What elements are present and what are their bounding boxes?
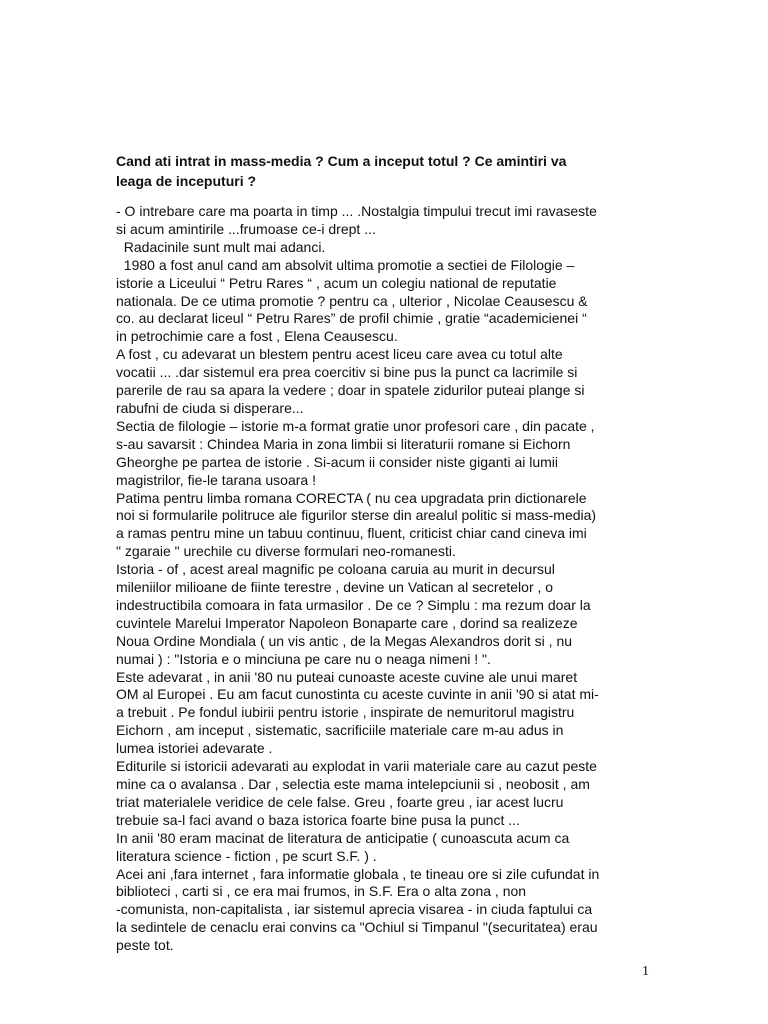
- body-text-line: nationala. De ce utima promotie ? pentru ca , ulterior , Nicolae Ceausescu &: [116, 292, 588, 309]
- body-text-line: la sedintele de cenaclu erai convins ca "Ochiul si Timpanul "(securitatea) erau: [116, 919, 598, 936]
- body-text-line: istorie a Liceului “ Petru Rares “ , acum un colegiu national de reputatie: [116, 274, 557, 291]
- body-text-line: Noua Ordine Mondiala ( un vis antic , de la Megas Alexandros dorit si , nu: [116, 632, 573, 649]
- body-text-line: in petrochimie care a fost , Elena Ceausescu.: [116, 328, 398, 345]
- body-text-line: literatura science - fiction , pe scurt S.F. ) .: [116, 847, 377, 864]
- heading-line: leaga de inceputuri ?: [116, 173, 257, 189]
- body-text-line: mine ca o avalansa . Dar , selectia este mama intelepciunii si , neobosit , am: [116, 776, 590, 792]
- body-text-line: A fost , cu adevarat un blestem pentru acest liceu care avea cu totul alte: [116, 346, 563, 363]
- body-text-line: parerile de rau sa apara la vedere ; doar in spatele zidurilor puteai plange si: [116, 382, 585, 399]
- body-text-line: rabufni de ciuda si disperare...: [116, 399, 304, 416]
- body-text-line: - O intrebare care ma poarta in timp ... .Nostalgia timpului trecut imi ravaseste: [116, 203, 597, 219]
- body-text-line: In anii '80 eram macinat de literatura de anticipatie ( cunoascuta acum ca: [116, 829, 570, 846]
- document-content: [116, 151, 656, 955]
- body-text-line: Patima pentru limba romana CORECTA ( nu cea upgradata prin dictionarele: [116, 489, 587, 506]
- body-text-line: s-au savarsit : Chindea Maria in zona limbii si literaturii romane si Eichorn: [116, 435, 571, 452]
- body-text-line: " zgaraie " urechile cu diverse formulari neo-romanesti.: [116, 543, 456, 560]
- body-text-line: Istoria - of , acest areal magnific pe coloana caruia au murit in decursul: [116, 561, 555, 578]
- body-text-line: Sectia de filologie – istorie m-a format gratie unor profesori care , din pacate ,: [116, 417, 595, 434]
- body-text-line: Radacinile sunt mult mai adanci.: [116, 238, 326, 255]
- body-text-line: mileniilor milioane de fiinte terestre , devine un Vatican al secretelor , o: [116, 579, 554, 596]
- body-text-line: co. au declarat liceul “ Petru Rares” de profil chimie , gratie “academicienei “: [116, 310, 587, 327]
- body-text-line: cuvintele Marelui Imperator Napoleon Bonaparte care , dorind sa realizeze: [116, 614, 578, 631]
- body-text-line: indestructibila comoara in fata urmasilor . De ce ? Simplu : ma rezum doar la: [116, 596, 591, 613]
- body-text-line: a ramas pentru mine un tabuu continuu, fluent, criticist chiar cand cineva imi: [116, 525, 587, 542]
- body-text-line: noi si formularile politruce ale figurilor sterse din arealul politic si mass-media): [116, 507, 597, 524]
- body-text-line: -comunista, non-capitalista , iar sistemul aprecia visarea - in ciuda faptului ca: [116, 901, 593, 918]
- body-text-line: biblioteci , carti si , ce era mai frumos, in S.F. Era o alta zona , non: [116, 883, 527, 900]
- body-text-line: vocatii ... .dar sistemul era prea coercitiv si bine pus la punct ca lacrimile si: [116, 364, 578, 381]
- body-text-line: Acei ani ,fara internet , fara informatie globala , te tineau ore si zile cufundat in: [116, 865, 600, 882]
- body-text-line: si acum amintirile ...frumoase ce-i drept ...: [116, 220, 376, 237]
- body-text-line: Gheorghe pe partea de istorie . Si-acum ii consider niste giganti ai lumii: [116, 453, 559, 470]
- body-text-line: lumea istoriei adevarate .: [116, 740, 273, 757]
- heading-line: Cand ati intrat in mass-media ? Cum a inceput totul ? Ce amintiri va: [116, 153, 567, 169]
- body-text-line: magistrilor, fie-le tarana usoara !: [116, 471, 316, 488]
- body-text-line: triat materialele veridice de cele false. Greu , foarte greu , iar acest lucru: [116, 793, 564, 810]
- body-text-line: a trebuit . Pe fondul iubirii pentru istorie , inspirate de nemuritorul magistru: [116, 704, 575, 721]
- body-text-line: Este adevarat , in anii '80 nu puteai cunoaste aceste cuvine ale unui maret: [116, 668, 578, 685]
- body-text-line: Editurile si istoricii adevarati au explodat in varii materiale care au cazut peste: [116, 758, 597, 775]
- body-text-line: 1980 a fost anul cand am absolvit ultima promotie a sectiei de Filologie –: [116, 256, 575, 273]
- page-number: 1: [642, 964, 649, 979]
- body-text-line: Eichorn , am inceput , sistematic, sacrificiile materiale care m-au adus in: [116, 722, 564, 739]
- body-text-line: OM al Europei . Eu am facut cunostinta cu aceste cuvinte in anii '90 si atat mi-: [116, 686, 599, 703]
- body-text-line: numai ) : "Istoria e o minciuna pe care nu o neaga nimeni ! ".: [116, 650, 491, 667]
- interview-question-heading: [116, 151, 656, 191]
- body-text-line: peste tot.: [116, 937, 174, 954]
- body-text-line: trebuie sa-l faci avand o baza istorica foarte bine pusa la punct ...: [116, 811, 520, 828]
- answer-body: [116, 203, 656, 955]
